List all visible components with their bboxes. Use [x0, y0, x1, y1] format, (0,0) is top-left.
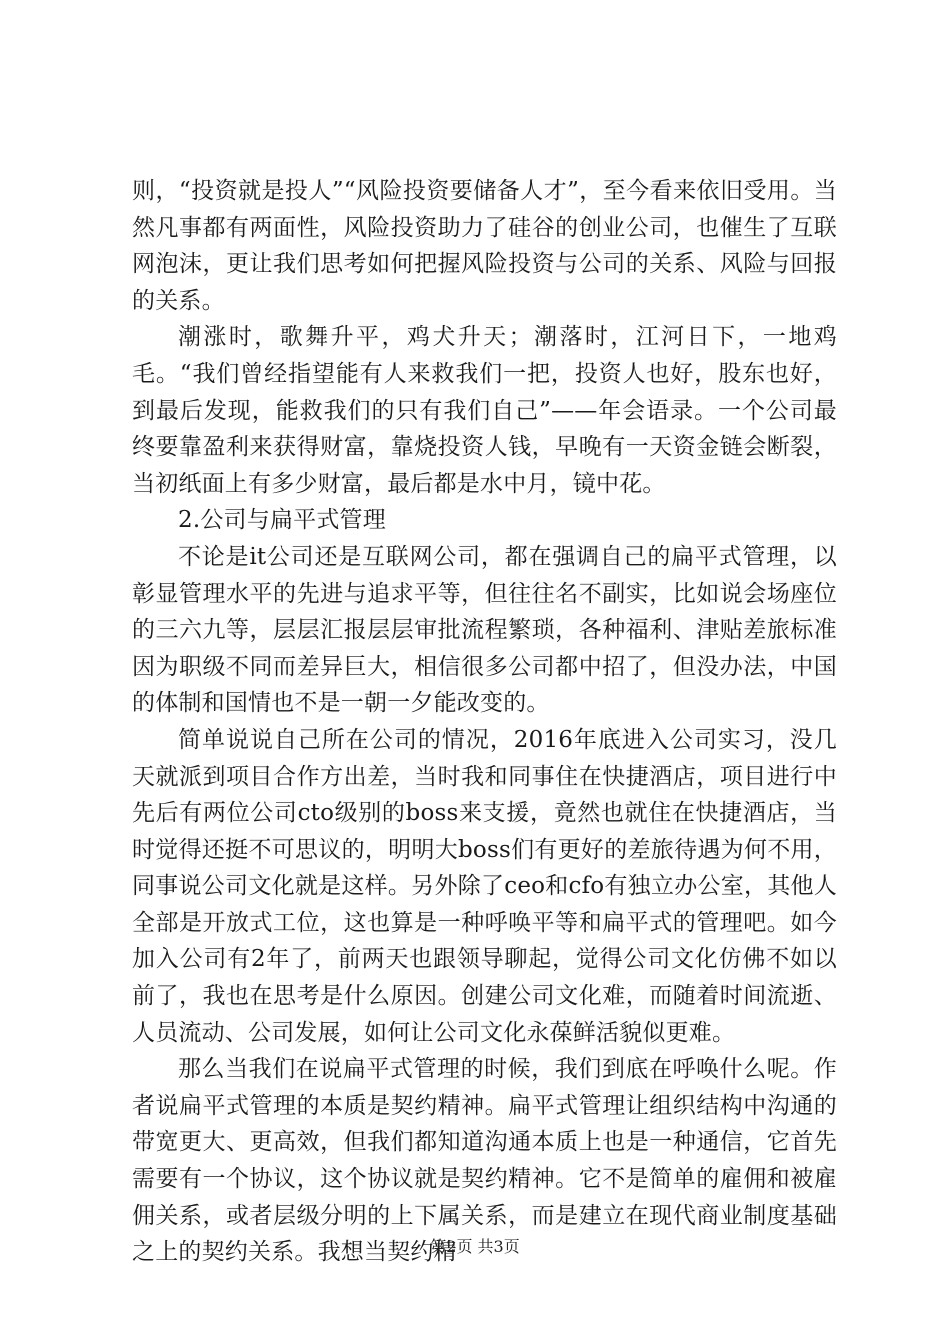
- paragraph-1: 则，“投资就是投人”“风险投资要储备人才”，至今看来依旧受用。当然凡事都有两面性，风险投资助力了硅谷的创业公司，也催生了互联网泡沫，更让我们思考如何把握风险投资与公司的关系、风险与回报的关系。: [132, 178, 837, 314]
- paragraph-5: 那么当我们在说扁平式管理的时候，我们到底在呼唤什么呢。作者说扁平式管理的本质是契约精神。扁平式管理让组织结构中沟通的带宽更大、更高效，但我们都知道沟通本质上也是一种通信，它首先需要有一个协议，这个协议就是契约精神。它不是简单的雇佣和被雇佣关系，或者层级分明的上下属关系，而是建立在现代商业制度基础之上的契约关系。我想当契约精: [132, 1056, 837, 1266]
- page-number: 第2页 共3页: [430, 1237, 520, 1256]
- section-heading: 2.公司与扁平式管理: [178, 507, 386, 534]
- paragraph-2: 潮涨时，歌舞升平，鸡犬升天；潮落时，江河日下，一地鸡毛。“我们曾经指望能有人来救我们一把，投资人也好，股东也好，到最后发现，能救我们的只有我们自己”——年会语录。一个公司最终要靠盈利来获得财富，靠烧投资人钱，早晚有一天资金链会断裂，当初纸面上有多少财富，最后都是水中月，镜中花。: [132, 324, 837, 497]
- page-footer: [0, 1234, 950, 1257]
- paragraph-4: 简单说说自己所在公司的情况，2016年底进入公司实习，没几天就派到项目合作方出差，当时我和同事住在快捷酒店，项目进行中先后有两位公司cto级别的boss来支援，竟然也就住在快捷酒店，当时觉得还挺不可思议的，明明大boss们有更好的差旅待遇为何不用，同事说公司文化就是这样。另外除了ceo和cfo有独立办公室，其他人全部是开放式工位，这也算是一种呼唤平等和扁平式的管理吧。如今加入公司有2年了，前两天也跟领导聊起，觉得公司文化仿佛不如以前了，我也在思考是什么原因。创建公司文化难，而随着时间流逝、人员流动、公司发展，如何让公司文化永葆鲜活貌似更难。: [132, 726, 837, 1046]
- document-body: [132, 173, 837, 1271]
- paragraph-3: 不论是it公司还是互联网公司，都在强调自己的扁平式管理，以彰显管理水平的先进与追求平等，但往往名不副实，比如说会场座位的三六九等，层层汇报层层审批流程繁琐，各种福利、津贴差旅标准因为职级不同而差异巨大，相信很多公司都中招了，但没办法，中国的体制和国情也不是一朝一夕能改变的。: [132, 543, 837, 717]
